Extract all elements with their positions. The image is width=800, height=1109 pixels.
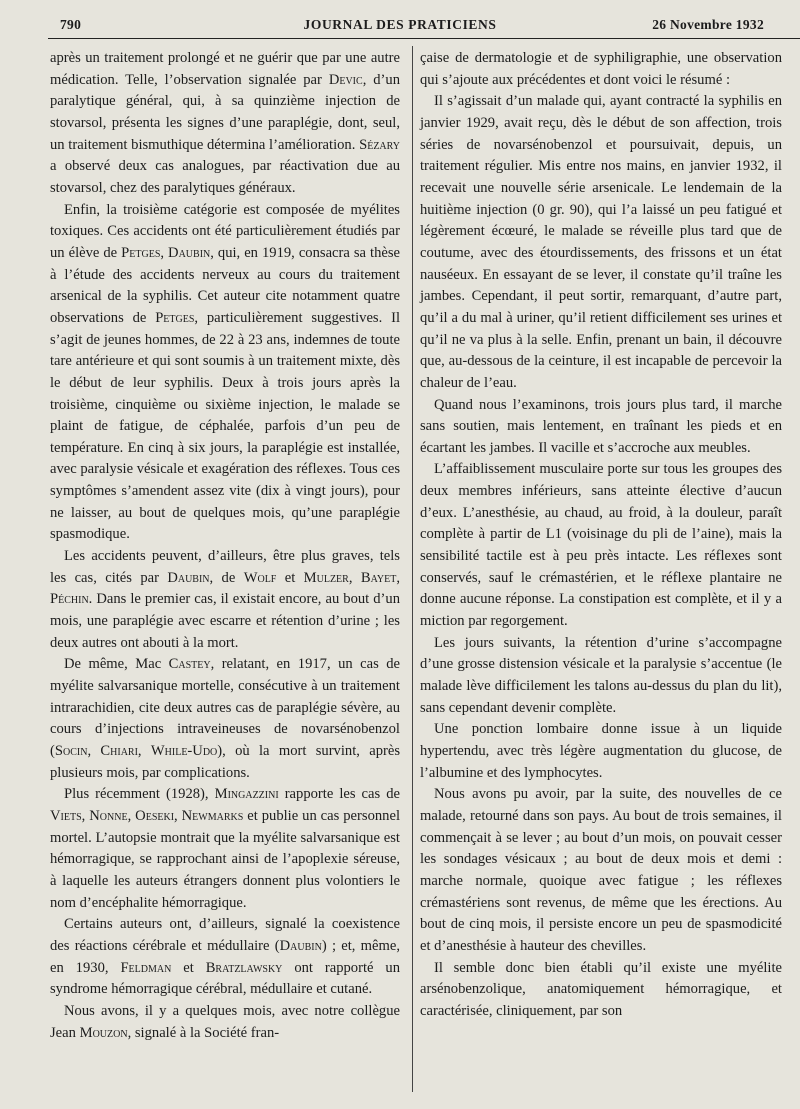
paragraph-text: , [174, 807, 182, 824]
running-header [0, 0, 800, 40]
paragraph-text: ) ; et, même, en 1930, [50, 937, 400, 976]
paragraph-text: , [127, 807, 136, 824]
author-name: Mingazzini [214, 786, 279, 803]
paragraph-text: Les accidents peuvent, d’ailleurs, être plus graves, tels les cas, cités par [50, 548, 400, 586]
paragraph-text: , [81, 807, 90, 824]
paragraph [50, 48, 400, 200]
page-number: 790 [60, 17, 82, 32]
paragraph-text: a observé deux cas analogues, par réactivation due au stovarsol, chez des paralytiques généraux. [50, 158, 400, 196]
paragraph [420, 395, 782, 460]
author-name: While-Udo [150, 743, 218, 759]
paragraph-text: , [396, 569, 400, 586]
paragraph [50, 546, 400, 654]
author-name: Mulzer [303, 569, 349, 586]
paragraph [50, 654, 400, 784]
paragraph-text: Nous avons pu avoir, par la suite, des nouvelles de ce malade, retourné dans son pays. Au bout de trois semaines, il commençait à se lever ; au bout d’un mois, on pouvait cesser les sondages vésicaux ; au bout de deux mois et demi : marche normale, quoique avec fatigue ; les réflexes crémastériens sont revenus, de même que les érections. Au bout de cinq mois, il persiste encore un peu de spasmodicité et d’anesthésie à hauteur des chevilles. [420, 786, 782, 954]
paragraph-text: Certains auteurs ont, d’ailleurs, signalé la coexistence des réactions cérébrale et médullaire ( [50, 916, 400, 954]
paragraph-text: Quand nous l’examinons, trois jours plus tard, il marche sans soutien, mais lentement, en traînant les pieds et en écartant les jambes. Il vacille et s’accroche aux meubles. [420, 396, 782, 456]
paragraph-text: Une ponction lombaire donne issue à un liquide hypertendu, avec très légère augmentation du glucose, de l’albumine et des lymphocytes. [420, 721, 782, 781]
header-rule [48, 38, 800, 39]
paragraph-text: Il semble donc bien établi qu’il existe une myélite arsénobenzolique, anatomiquement hémorragique, et caractérisée, cliniquement, par son [420, 959, 782, 1019]
author-name: Petges [121, 244, 161, 261]
journal-title: JOURNAL DES PRATICIENS [303, 17, 497, 32]
author-name: Oeseki [135, 807, 175, 824]
column-divider [412, 46, 413, 1092]
paragraph [50, 1001, 400, 1044]
author-name: Bratzlawsky [205, 959, 283, 976]
paragraph-text: , [137, 743, 151, 759]
author-name: Daubin [279, 937, 322, 954]
paragraph-text: Il s’agissait d’un malade qui, ayant contracté la syphilis en janvier 1929, avait reçu, dès le début de son affection, trois séries de novarsénobenzol et poursuivait, depuis, un traitement régulier. Mis entre nos mains, en janvier 1932, il recevait une nouvelle série arsenicale. Le lendemain de la huitième injection (0 gr. 90), qui l’a laissé un peu fatigué et légèrement écœuré, le malade se réveille plus tard que de coutume, avec des étourdissements, des frissons et un état nauséeux. En essayant de se lever, il constate qu’il traîne les jambes. Cependant, il peut sortir, remarquant, d’autre part, qu’il a du mal à uriner, qu’il retient difficilement ses urines et qu’il ne va plus à la selle. Enfin, prenant un bain, il découvre que, au-dessous de la ceinture, il est incapable de percevoir la chaleur de l’eau. [420, 93, 782, 391]
paragraph [420, 784, 782, 957]
author-name: Nonne [89, 807, 128, 824]
left-column [50, 48, 400, 1044]
author-name: Mouzon [79, 1024, 128, 1041]
author-name: Daubin [168, 244, 211, 261]
paragraph [420, 91, 782, 394]
paragraph-text: Plus récemment (1928), [64, 786, 215, 803]
author-name: Devic [328, 71, 363, 88]
paragraph-text: , [87, 743, 101, 759]
author-name: Feldman [120, 959, 172, 976]
author-name: Wolf [243, 569, 277, 586]
author-name: Castey [168, 656, 211, 673]
paragraph-text: , [348, 569, 361, 586]
paragraph [420, 633, 782, 720]
author-name: Newmarks [181, 807, 244, 824]
author-name: Viets [50, 807, 82, 824]
paragraph-text: rapporte les cas de [278, 786, 400, 803]
right-column [420, 48, 782, 1023]
paragraph-text: après un traitement prolongé et ne guérir que par une autre médication. Telle, l’observation signalée par [50, 50, 400, 88]
paragraph [420, 719, 782, 784]
paragraph-text: , relatant, en 1917, un cas de myélite salvarsanique mortelle, consécutive à un traitement intrarachidien, cite deux autres cas de paraplégie sévère, au cours d’injections intraveineuses de novarsénobenzol ( [50, 656, 400, 759]
paragraph-text: Les jours suivants, la rétention d’urine s’accompagne d’une grosse distension vésicale et la paralysie s’accentue (le malade lève difficilement les talons au-dessus du plan du lit), sans cependant devenir complète. [420, 634, 782, 716]
paragraph-text: çaise de dermatologie et de syphiligraphie, une observation qui s’ajoute aux précédentes et dont voici le résumé : [420, 50, 782, 88]
paragraph-text: De même, Mac [64, 656, 169, 673]
paragraph-text: ), où la mort survint, après plusieurs mois, par complications. [50, 743, 401, 781]
paragraph-text: Enfin, la troisième catégorie est composée de myélites toxiques. Ces accidents ont été particulièrement étudiés par un élève de [50, 201, 400, 261]
paragraph [50, 914, 400, 1001]
paragraph [420, 48, 782, 91]
author-name: Chiari [100, 743, 138, 759]
paragraph-text: L’affaiblissement musculaire porte sur tous les groupes des deux membres inférieurs, sans atteinte élective d’aucun d’eux. L’anesthésie, au chaud, au froid, à la douleur, paraît complète à partir de L1 (voisinage du pli de l’aine), mais la sensibilité tactile est à peu près intacte. Les réflexes sont conservés, sauf le crémastérien, et le réflexe plantaire ne donne aucune réponse. La constipation est complète, et il y a miction par regorgement. [420, 461, 782, 630]
paragraph-text: , signalé à la Société fran- [127, 1024, 280, 1041]
author-name: Sézary [359, 136, 400, 153]
paragraph-text: ont rapporté un syndrome hémorragique cérébral, médullaire et cutané. [50, 959, 400, 998]
paragraph [50, 200, 400, 547]
paragraph [420, 459, 782, 632]
paragraph-text: , de [209, 569, 244, 586]
paragraph [50, 784, 400, 914]
issue-date: 26 Novembre 1932 [652, 17, 764, 32]
author-name: Daubin [167, 569, 210, 586]
paragraph-text: et [276, 569, 304, 586]
paragraph-text: et publie un cas personnel mortel. L’autopsie montrait que la myélite salvarsanique est hémorragique, se rapprochant ainsi de l’apoplexie séreuse, à laquelle les auteurs étrangers donnent plus volontiers le nom d’encéphalite hémorragique. [50, 807, 400, 911]
paragraph-text: et [171, 959, 206, 976]
author-name: Bayet [360, 569, 397, 586]
author-name: Socin [54, 743, 88, 759]
paragraph-text: , d’un paralytique général, qui, à sa quinzième injection de stovarsol, présenta les signes d’une paraplégie, dont, seul, un traitement bismuthique détermina l’amélioration. [50, 71, 400, 153]
paragraph-text: , particulièrement suggestives. Il s’agit de jeunes hommes, de 22 à 23 ans, indemnes de toute tare antérieure et qui sont soumis à un traitement mixte, dès le début de leur syphilis. Deux à trois jours après la troisième, cinquième ou sixième injection, le malade se plaint de fatigue, de céphalée, parfois d’un peu de température. En cinq à six jours, la paraplégie est installée, avec paralysie vésicale et exagération des réflexes. Tous ces symptômes s’amendent assez vite (dix à vingt jours), pour ne laisser, au bout de quelques mois, qu’une paraplégie spasmodique. [50, 309, 401, 543]
paragraph [420, 958, 782, 1023]
paragraph-text: , qui, en 1919, consacra sa thèse à l’étude des accidents nerveux au cours du traitement arsenical de la syphilis. Cet auteur cite notamment quatre observations de [50, 244, 400, 326]
paragraph-text: Nous avons, il y a quelques mois, avec notre collègue Jean [50, 1002, 400, 1041]
paragraph-text: . Dans le premier cas, il existait encore, au bout d’un mois, une paraplégie avec escarre et rétention d’urine ; les deux autres ont abouti à la mort. [50, 591, 400, 651]
author-name: Petges [155, 309, 195, 326]
paragraph-text: , [160, 244, 169, 261]
author-name: Péchin [50, 591, 89, 608]
